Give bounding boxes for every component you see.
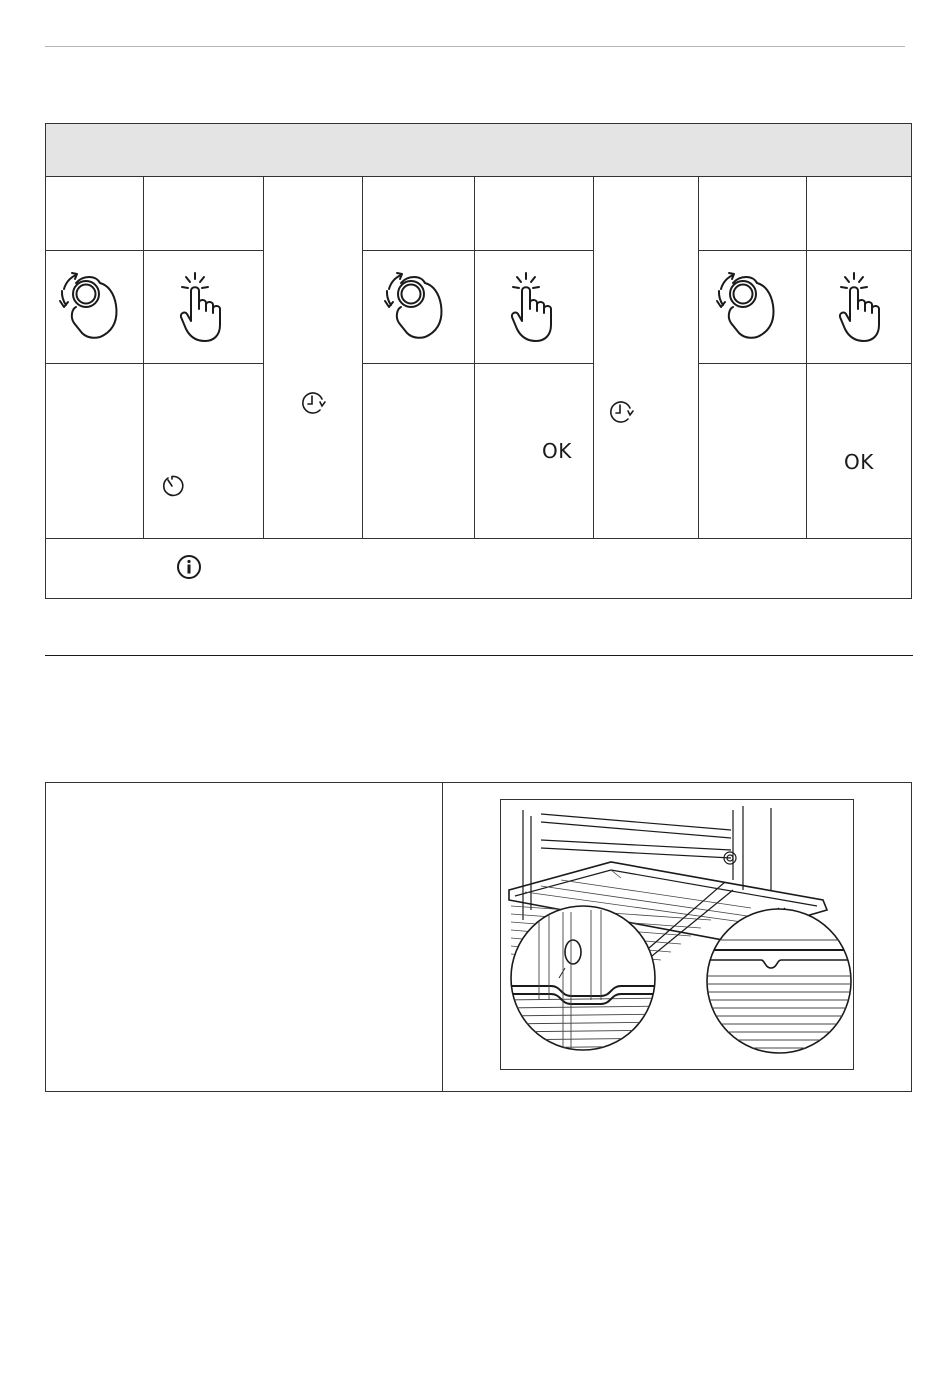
step-5-icon-cell: [475, 251, 594, 364]
note-row: [46, 539, 911, 598]
knob-turn-hand-icon: [713, 267, 781, 347]
step-8-title-cell: [807, 177, 911, 251]
step-1-icon-cell: [46, 251, 144, 364]
section-rule: [45, 655, 913, 656]
step-7-icon-cell: [699, 251, 807, 364]
step-2-text-cell: [144, 364, 264, 539]
step-7-text-cell: [699, 364, 807, 539]
finger-tap-icon: [176, 269, 226, 343]
steps-table: [45, 123, 912, 599]
timer-icon: [160, 474, 184, 498]
step-4-text-cell: [363, 364, 475, 539]
finger-tap-icon: [507, 269, 557, 343]
step-5-title-cell: [475, 177, 594, 251]
step-2-title-cell: [144, 177, 264, 251]
ok-button-label: OK: [844, 450, 874, 474]
knob-turn-hand-icon: [56, 267, 124, 347]
step-1-title-cell: [46, 177, 144, 251]
step-4-title-cell: [363, 177, 475, 251]
table-divider: [442, 783, 443, 1091]
info-icon: [176, 554, 202, 580]
step-6-cell: [594, 177, 699, 539]
knob-turn-hand-icon: [381, 267, 449, 347]
wire-shelf-drawing: [501, 800, 853, 1069]
step-3-cell: [264, 177, 363, 539]
step-8-icon-cell: [807, 251, 911, 364]
step-8-text-cell: [807, 364, 911, 539]
finger-tap-icon: [835, 269, 885, 343]
step-2-icon-cell: [144, 251, 264, 364]
ok-button-label: OK: [542, 439, 572, 463]
step-5-text-cell: [475, 364, 594, 539]
table-header: [46, 124, 911, 177]
clock-delay-icon: [300, 390, 328, 416]
clock-delay-icon: [608, 399, 636, 425]
step-1-text-cell: [46, 364, 144, 539]
top-rule: [45, 46, 905, 47]
step-4-icon-cell: [363, 251, 475, 364]
step-7-title-cell: [699, 177, 807, 251]
oven-shelf-illustration: [500, 799, 854, 1070]
